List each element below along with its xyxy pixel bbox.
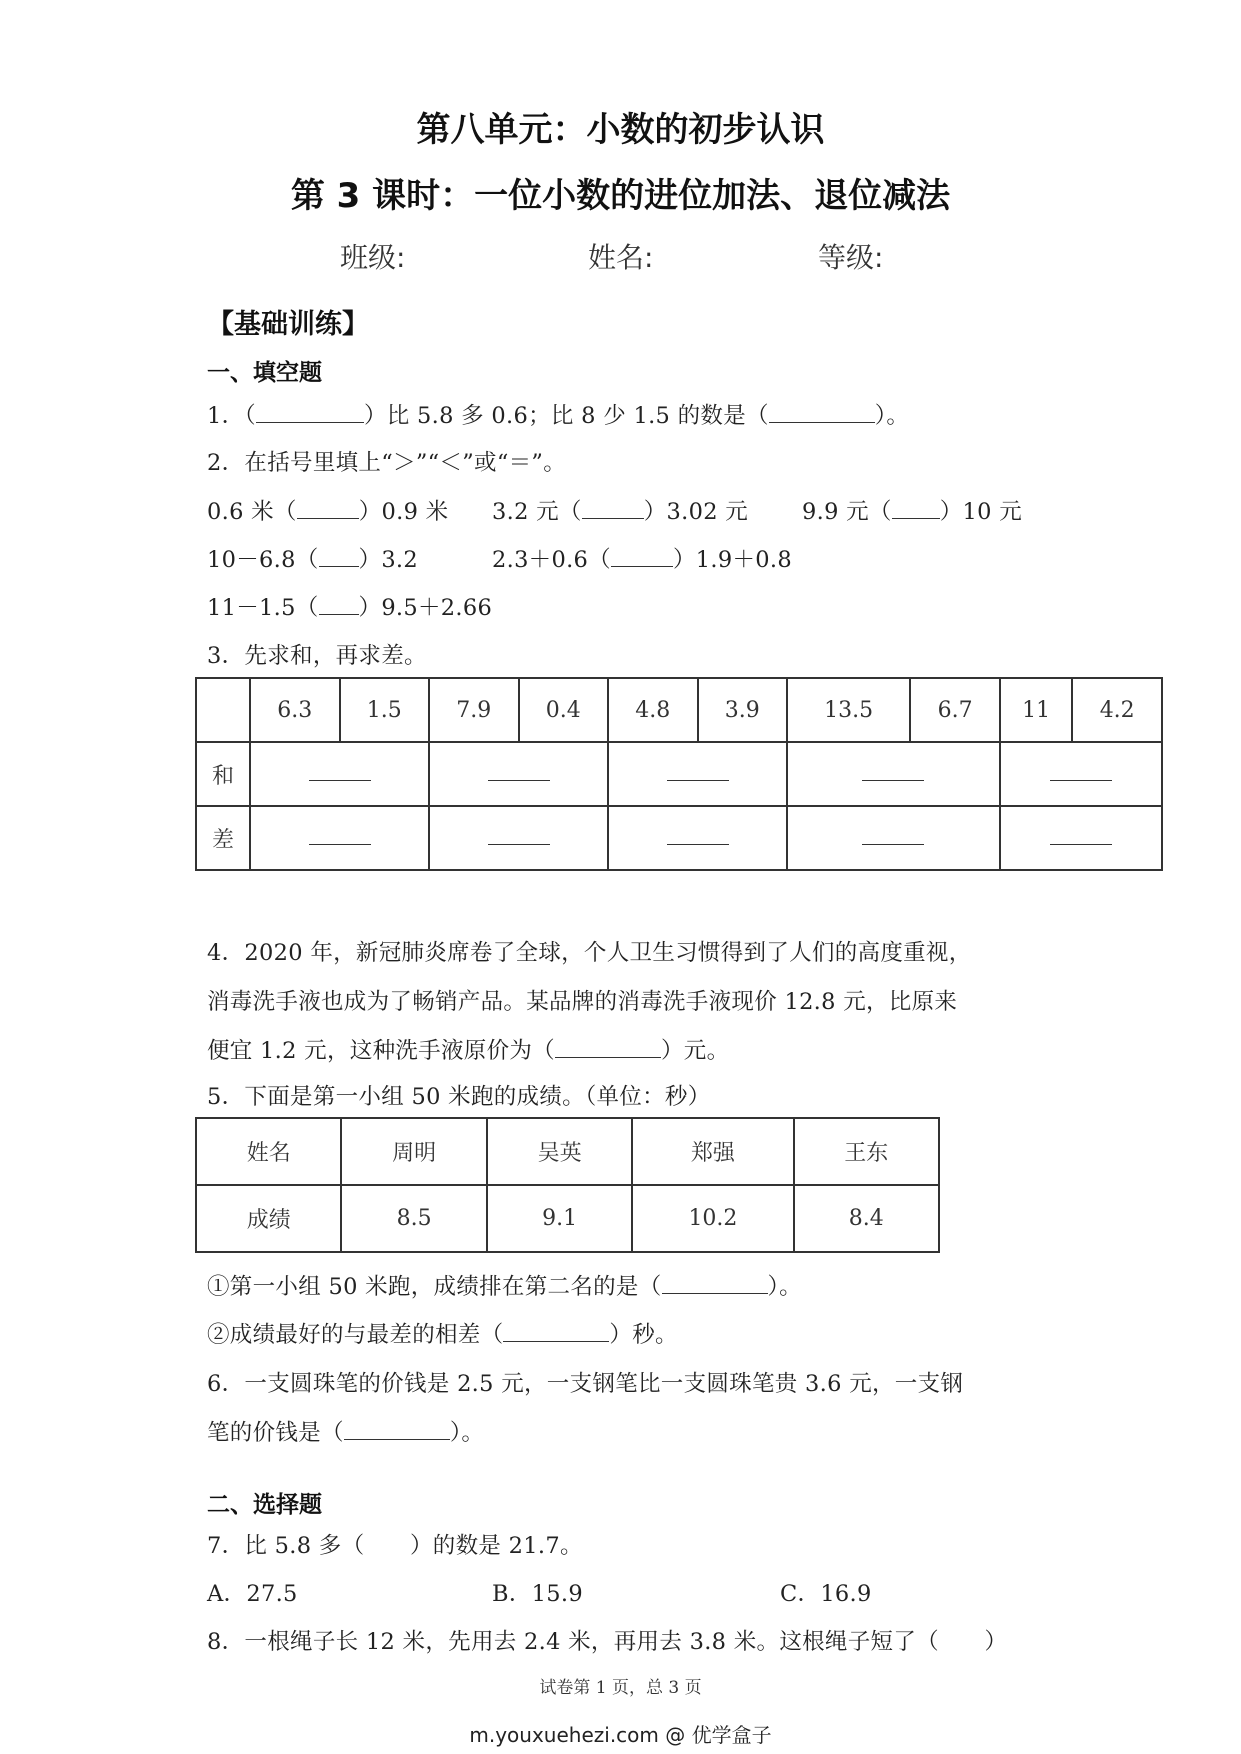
cmp4-right: ）3.2 — [358, 547, 418, 573]
q4-blank[interactable] — [555, 1033, 661, 1058]
scores-header-cell: 姓名 — [196, 1118, 341, 1185]
q1-text-a: 1．（ — [207, 403, 256, 429]
diff-answer-cell[interactable] — [787, 806, 1000, 870]
cmp6-blank[interactable] — [319, 590, 359, 615]
question-4-line-1: 4．2020 年，新冠肺炎席卷了全球，个人卫生习惯得到了人们的高度重视， — [207, 940, 972, 966]
question-5: 5．下面是第一小组 50 米跑的成绩。（单位：秒） — [207, 1084, 711, 1110]
diff-answer-blank[interactable] — [488, 830, 550, 845]
cmp3-right: ）10 元 — [939, 499, 1023, 525]
table-number-cell: 1.5 — [340, 678, 430, 742]
question-4-line-3 — [207, 1033, 729, 1065]
sum-answer-blank[interactable] — [309, 766, 371, 781]
compare-1 — [207, 494, 449, 526]
sum-answer-cell[interactable] — [787, 742, 1000, 806]
q6-text-b: ）。 — [449, 1420, 485, 1446]
sum-answer-blank[interactable] — [667, 766, 729, 781]
question-4-line-2: 消毒洗手液也成为了畅销产品。某品牌的消毒洗手液现价 12.8 元，比原来 — [207, 989, 958, 1015]
sum-answer-cell[interactable] — [608, 742, 787, 806]
compare-6 — [207, 590, 492, 622]
sum-answer-blank[interactable] — [862, 766, 924, 781]
q1-blank-2[interactable] — [769, 398, 875, 423]
question-5-sub-2 — [207, 1317, 678, 1349]
part2-heading: 二、选择题 — [207, 1492, 322, 1518]
cmp5-left: 2.3＋0.6（ — [492, 547, 611, 573]
scores-value-cell: 8.4 — [794, 1185, 939, 1252]
question-6-line-2 — [207, 1415, 484, 1447]
scores-header-cell: 吴英 — [487, 1118, 632, 1185]
sum-answer-blank[interactable] — [1050, 766, 1112, 781]
cmp3-blank[interactable] — [892, 494, 940, 519]
table-corner-cell — [196, 678, 250, 742]
q4-text-a: 便宜 1.2 元，这种洗手液原价为（ — [207, 1038, 555, 1064]
running-scores-table — [195, 1117, 940, 1253]
diff-answer-cell[interactable] — [1000, 806, 1162, 870]
cmp5-right: ）1.9＋0.8 — [672, 547, 792, 573]
diff-answer-cell[interactable] — [429, 806, 608, 870]
question-1 — [207, 398, 909, 430]
q1-text-c: ）。 — [874, 403, 910, 429]
q5s1-text-b: ）。 — [767, 1274, 802, 1300]
page-number: 试卷第 1 页，总 3 页 — [539, 1678, 702, 1698]
table-number-cell: 4.8 — [608, 678, 698, 742]
cmp1-right: ）0.9 米 — [358, 499, 449, 525]
grade-label: 等级: — [818, 241, 884, 274]
question-7: 7．比 5.8 多（ ）的数是 21.7。 — [207, 1533, 583, 1559]
q5s2-text-b: ）秒。 — [609, 1322, 678, 1348]
table-number-cell: 13.5 — [787, 678, 910, 742]
cmp6-right: ）9.5＋2.66 — [358, 595, 493, 621]
table-number-cell: 4.2 — [1072, 678, 1162, 742]
cmp1-blank[interactable] — [297, 494, 359, 519]
sum-diff-table — [195, 677, 1163, 871]
q5s1-blank[interactable] — [662, 1269, 768, 1294]
q7-option-c[interactable]: C．16.9 — [780, 1581, 872, 1607]
scores-value-cell: 成绩 — [196, 1185, 341, 1252]
q1-text-b: ）比 5.8 多 0.6；比 8 少 1.5 的数是（ — [363, 403, 769, 429]
table-number-cell: 11 — [1000, 678, 1073, 742]
scores-header-cell: 周明 — [341, 1118, 486, 1185]
part1-heading: 一、填空题 — [207, 360, 322, 386]
cmp1-left: 0.6 米（ — [207, 499, 297, 525]
diff-answer-blank[interactable] — [667, 830, 729, 845]
diff-answer-blank[interactable] — [1050, 830, 1112, 845]
table-number-cell: 3.9 — [698, 678, 788, 742]
compare-2 — [492, 494, 748, 526]
table-number-cell: 6.7 — [910, 678, 1000, 742]
question-6-line-1: 6．一支圆珠笔的价钱是 2.5 元，一支钢笔比一支圆珠笔贵 3.6 元，一支钢 — [207, 1371, 964, 1397]
diff-answer-blank[interactable] — [309, 830, 371, 845]
q5s2-blank[interactable] — [503, 1317, 609, 1342]
q1-blank-1[interactable] — [256, 398, 364, 423]
site-watermark: m.youxuehezi.com @ 优学盒子 — [469, 1723, 772, 1747]
unit-title: 第八单元：小数的初步认识 — [416, 110, 825, 150]
q5s2-text-a: ②成绩最好的与最差的相差（ — [207, 1322, 504, 1348]
q4-text-b: ）元。 — [661, 1038, 730, 1064]
sum-answer-blank[interactable] — [488, 766, 550, 781]
name-label: 姓名: — [588, 241, 654, 274]
cmp4-blank[interactable] — [319, 542, 359, 567]
scores-value-cell: 10.2 — [632, 1185, 793, 1252]
scores-value-cell: 9.1 — [487, 1185, 632, 1252]
q5s1-text-a: ①第一小组 50 米跑，成绩排在第二名的是（ — [207, 1274, 662, 1300]
diff-answer-cell[interactable] — [250, 806, 429, 870]
cmp4-left: 10－6.8（ — [207, 547, 319, 573]
question-2: 2．在括号里填上“＞”“＜”或“＝”。 — [207, 450, 567, 476]
q7-option-a[interactable]: A．27.5 — [207, 1581, 298, 1607]
question-3: 3．先求和，再求差。 — [207, 643, 427, 669]
sum-answer-cell[interactable] — [1000, 742, 1162, 806]
sum-answer-cell[interactable] — [250, 742, 429, 806]
question-5-sub-1 — [207, 1269, 802, 1301]
cmp6-left: 11－1.5（ — [207, 595, 319, 621]
compare-5 — [492, 542, 792, 574]
compare-3 — [802, 494, 1022, 526]
diff-answer-blank[interactable] — [862, 830, 924, 845]
table-number-cell: 0.4 — [519, 678, 609, 742]
cmp3-left: 9.9 元（ — [802, 499, 892, 525]
sum-answer-cell[interactable] — [429, 742, 608, 806]
question-8: 8．一根绳子长 12 米，先用去 2.4 米，再用去 3.8 米。这根绳子短了（ ） — [207, 1629, 1008, 1655]
scores-header-cell: 郑强 — [632, 1118, 793, 1185]
cmp2-blank[interactable] — [582, 494, 644, 519]
cmp5-blank[interactable] — [611, 542, 673, 567]
lesson-title: 第 3 课时：一位小数的进位加法、退位减法 — [290, 176, 951, 216]
q7-option-b[interactable]: B．15.9 — [492, 1581, 583, 1607]
compare-4 — [207, 542, 418, 574]
q6-blank[interactable] — [344, 1415, 450, 1440]
section-basic-training: 【基础训练】 — [207, 309, 369, 340]
q6-text-a: 笔的价钱是（ — [207, 1420, 344, 1446]
cmp2-right: ）3.02 元 — [643, 499, 749, 525]
cmp2-left: 3.2 元（ — [492, 499, 582, 525]
table-number-cell: 6.3 — [250, 678, 340, 742]
row-label-sum: 和 — [196, 742, 250, 806]
table-number-cell: 7.9 — [429, 678, 519, 742]
class-label: 班级: — [340, 241, 406, 274]
row-label-diff: 差 — [196, 806, 250, 870]
diff-answer-cell[interactable] — [608, 806, 787, 870]
scores-header-cell: 王东 — [794, 1118, 939, 1185]
scores-value-cell: 8.5 — [341, 1185, 486, 1252]
